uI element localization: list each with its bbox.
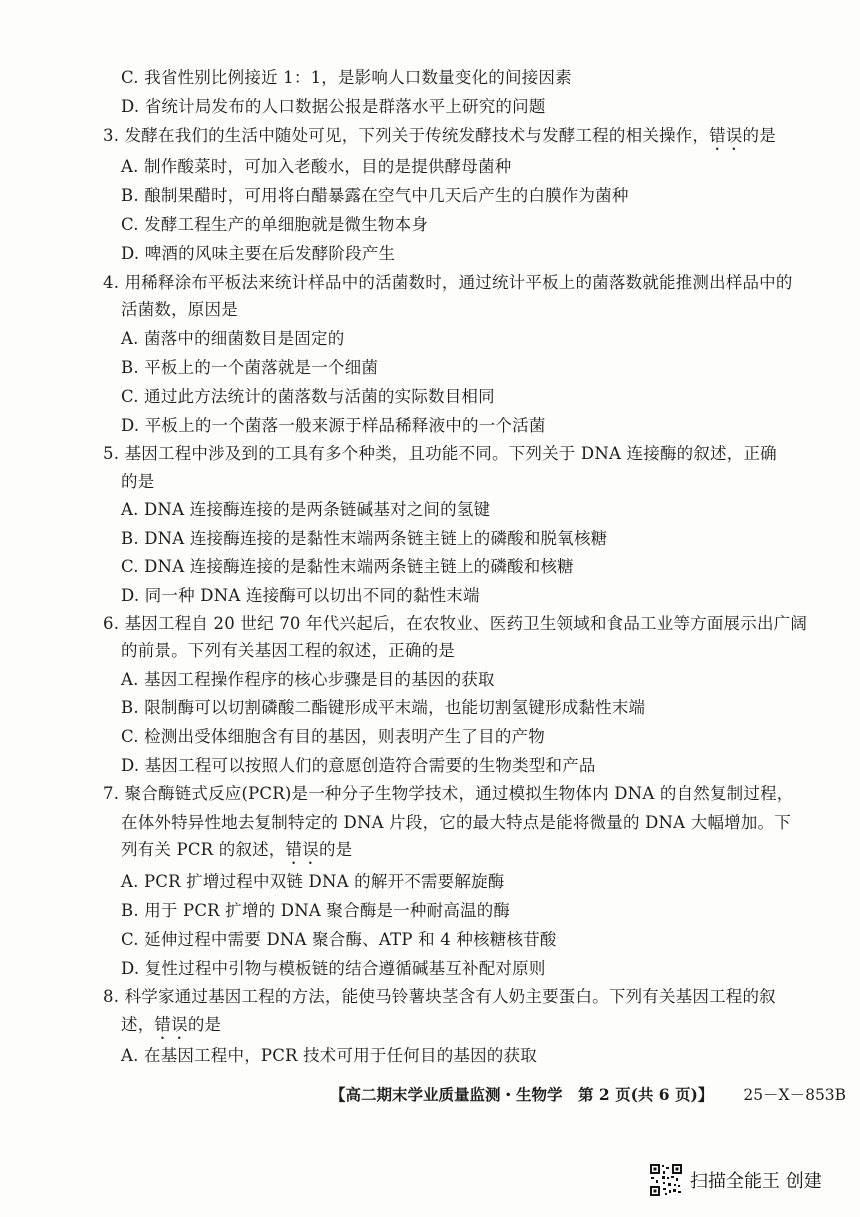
qr-code-icon [649, 1163, 683, 1197]
q3-option-c: C. 发酵工程生产的单细胞就是微生物本身 [121, 215, 429, 234]
q4-stem: 4. 用稀释涂布平板法来统计样品中的活菌数时，通过统计平板上的菌落数就能推测出样品中的 [103, 273, 793, 292]
q6-stem-cont: 的前景。下列有关基因工程的叙述，正确的是 [121, 641, 455, 660]
q5-option-a: A. DNA 连接酶连接的是两条链碱基对之间的氢键 [121, 500, 491, 519]
q6-option-c: C. 检测出受体细胞含有目的基因，则表明产生了目的产物 [121, 727, 545, 746]
emphasis-wrong: 错误 [709, 126, 743, 145]
q3-option-a: A. 制作酸菜时，可加入老酸水，目的是提供酵母菌种 [121, 157, 512, 176]
q6-stem: 6. 基因工程自 20 世纪 70 年代兴起后，在农牧业、医药卫生领域和食品工业等方面展示出广阔 [103, 614, 808, 633]
q5-option-b: B. DNA 连接酶连接的是黏性末端两条链主链上的磷酸和脱氧核糖 [121, 529, 608, 548]
q7-stem: 7. 聚合酶链式反应(PCR)是一种分子生物学技术，通过模拟生物体内 DNA 的自然复制过程， [103, 784, 794, 803]
q7-option-b: B. 用于 PCR 扩增的 DNA 聚合酶是一种耐高温的酶 [121, 901, 511, 920]
q3-option-b: B. 酿制果醋时，可用将白醋暴露在空气中几天后产生的白膜作为菌种 [121, 186, 629, 205]
q7-option-d: D. 复性过程中引物与模板链的结合遵循碱基互补配对原则 [121, 959, 546, 978]
q8-stem: 8. 科学家通过基因工程的方法，能使马铃薯块茎含有人奶主要蛋白。下列有关基因工程的叙 [103, 987, 776, 1006]
footer-title: 【高二期末学业质量监测・生物学 第 2 页(共 6 页)】 [330, 1085, 714, 1104]
q5-stem-cont: 的是 [121, 472, 155, 491]
q6-option-b: B. 限制酶可以切割磷酸二酯键形成平末端，也能切割氢键形成黏性末端 [121, 698, 646, 717]
q4-option-b: B. 平板上的一个菌落就是一个细菌 [121, 358, 379, 377]
q2-option-d: D. 省统计局发布的人口数据公报是群落水平上研究的问题 [121, 97, 546, 116]
emphasis-wrong: 错误 [154, 1015, 188, 1034]
q4-option-d: D. 平板上的一个菌落一般来源于样品稀释液中的一个活菌 [121, 416, 546, 435]
page-footer [330, 1083, 846, 1105]
q8-option-a: A. 在基因工程中，PCR 技术可用于任何目的基因的获取 [121, 1046, 537, 1065]
q3-option-d: D. 啤酒的风味主要在后发酵阶段产生 [121, 244, 396, 263]
emphasis-wrong: 错误 [285, 840, 319, 859]
q5-option-c: C. DNA 连接酶连接的是黏性末端两条链主链上的磷酸和核糖 [121, 557, 574, 576]
scanner-watermark: 扫描全能王 创建 [690, 1171, 822, 1192]
q5-option-d: D. 同一种 DNA 连接酶可以切出不同的黏性末端 [121, 586, 480, 605]
q7-stem-cont-1: 在体外特异性地去复制特定的 DNA 片段，它的最大特点是能将微量的 DNA 大幅增加。下 [121, 813, 791, 832]
q7-stem-cont-2: 列有关 PCR 的叙述，错误的是 [121, 840, 353, 859]
q7-option-c: C. 延伸过程中需要 DNA 聚合酶、ATP 和 4 种核糖核苷酸 [121, 930, 557, 949]
footer-code: 25－X－853B [743, 1086, 847, 1104]
q8-stem-cont: 述，错误的是 [121, 1015, 222, 1034]
q5-stem: 5. 基因工程中涉及到的工具有多个种类，且功能不同。下列关于 DNA 连接酶的叙述，正确 [103, 444, 777, 463]
q4-option-a: A. 菌落中的细菌数目是固定的 [121, 329, 345, 348]
q6-option-d: D. 基因工程可以按照人们的意愿创造符合需要的生物类型和产品 [121, 756, 596, 775]
q3-stem: 3. 发酵在我们的生活中随处可见，下列关于传统发酵技术与发酵工程的相关操作，错误的是 [103, 126, 776, 145]
q2-option-c: C. 我省性别比例接近 1：1，是影响人口数量变化的间接因素 [121, 68, 572, 87]
q7-option-a: A. PCR 扩增过程中双链 DNA 的解开不需要解旋酶 [121, 872, 505, 891]
q6-option-a: A. 基因工程操作程序的核心步骤是目的基因的获取 [121, 670, 495, 689]
q4-stem-cont: 活菌数，原因是 [121, 300, 238, 319]
q4-option-c: C. 通过此方法统计的菌落数与活菌的实际数目相同 [121, 387, 495, 406]
